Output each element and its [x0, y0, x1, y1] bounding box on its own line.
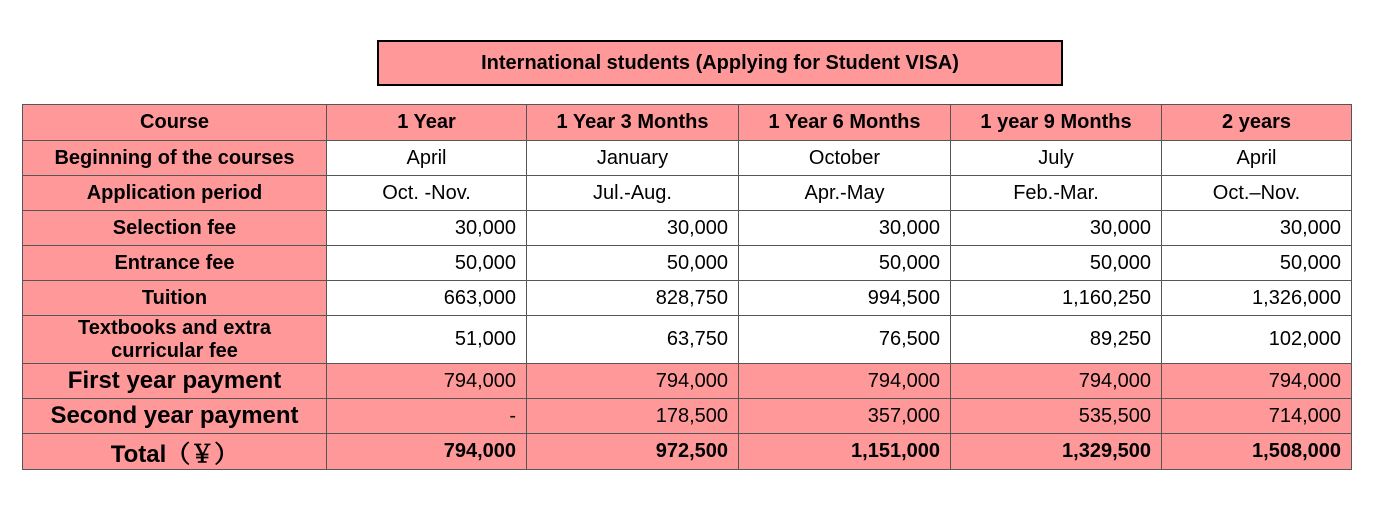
row-label: Selection fee — [23, 211, 327, 246]
table-row — [23, 141, 1352, 176]
table-cell: 50,000 — [1162, 246, 1352, 281]
table-cell: Oct. -Nov. — [327, 176, 527, 211]
table-cell: 535,500 — [951, 399, 1162, 434]
fee-table — [22, 104, 1352, 470]
table-cell: Oct.–Nov. — [1162, 176, 1352, 211]
header-course: Course — [23, 105, 327, 141]
table-cell: 794,000 — [327, 434, 527, 470]
table-cell: April — [327, 141, 527, 176]
table-cell: 50,000 — [527, 246, 739, 281]
table-row — [23, 281, 1352, 316]
col-header-3: 1 Year 6 Months — [739, 105, 951, 141]
table-cell: 994,500 — [739, 281, 951, 316]
table-cell: 794,000 — [739, 364, 951, 399]
table-cell: 1,329,500 — [951, 434, 1162, 470]
row-label: Tuition — [23, 281, 327, 316]
table-cell: 1,151,000 — [739, 434, 951, 470]
table-cell: 357,000 — [739, 399, 951, 434]
col-header-4: 1 year 9 Months — [951, 105, 1162, 141]
col-header-1: 1 Year — [327, 105, 527, 141]
table-cell: 1,160,250 — [951, 281, 1162, 316]
table-cell: 714,000 — [1162, 399, 1352, 434]
table-cell: 30,000 — [1162, 211, 1352, 246]
row-label: Textbooks and extra curricular fee — [23, 316, 327, 364]
table-row-total — [23, 434, 1352, 470]
table-cell: Jul.-Aug. — [527, 176, 739, 211]
table-cell: October — [739, 141, 951, 176]
table-cell: 1,508,000 — [1162, 434, 1352, 470]
table-row — [23, 211, 1352, 246]
table-cell: 663,000 — [327, 281, 527, 316]
table-cell: 30,000 — [327, 211, 527, 246]
table-cell: Apr.-May — [739, 176, 951, 211]
table-cell: 828,750 — [527, 281, 739, 316]
table-cell: 89,250 — [951, 316, 1162, 364]
table-cell: Feb.-Mar. — [951, 176, 1162, 211]
table-cell: 50,000 — [739, 246, 951, 281]
table-cell: 76,500 — [739, 316, 951, 364]
col-header-2: 1 Year 3 Months — [527, 105, 739, 141]
table-cell: 50,000 — [951, 246, 1162, 281]
table-cell: 30,000 — [527, 211, 739, 246]
table-cell: 102,000 — [1162, 316, 1352, 364]
table-cell: 794,000 — [527, 364, 739, 399]
table-cell: 30,000 — [739, 211, 951, 246]
row-label: Total（￥） — [23, 434, 327, 470]
table-title: International students (Applying for Student VISA) — [377, 40, 1063, 86]
table-cell: 1,326,000 — [1162, 281, 1352, 316]
table-cell: - — [327, 399, 527, 434]
table-row — [23, 316, 1352, 364]
header-row — [23, 105, 1352, 141]
row-label: Entrance fee — [23, 246, 327, 281]
table-cell: April — [1162, 141, 1352, 176]
table-cell: 972,500 — [527, 434, 739, 470]
table-cell: 30,000 — [951, 211, 1162, 246]
table-row — [23, 176, 1352, 211]
table-cell: 178,500 — [527, 399, 739, 434]
table-cell: 63,750 — [527, 316, 739, 364]
table-cell: July — [951, 141, 1162, 176]
table-row — [23, 364, 1352, 399]
row-label: Beginning of the courses — [23, 141, 327, 176]
row-label: Second year payment — [23, 399, 327, 434]
table-cell: 794,000 — [1162, 364, 1352, 399]
table-cell: January — [527, 141, 739, 176]
col-header-5: 2 years — [1162, 105, 1352, 141]
row-label: First year payment — [23, 364, 327, 399]
table-cell: 51,000 — [327, 316, 527, 364]
table-row — [23, 399, 1352, 434]
table-cell: 50,000 — [327, 246, 527, 281]
row-label: Application period — [23, 176, 327, 211]
table-cell: 794,000 — [327, 364, 527, 399]
table-row — [23, 246, 1352, 281]
table-cell: 794,000 — [951, 364, 1162, 399]
